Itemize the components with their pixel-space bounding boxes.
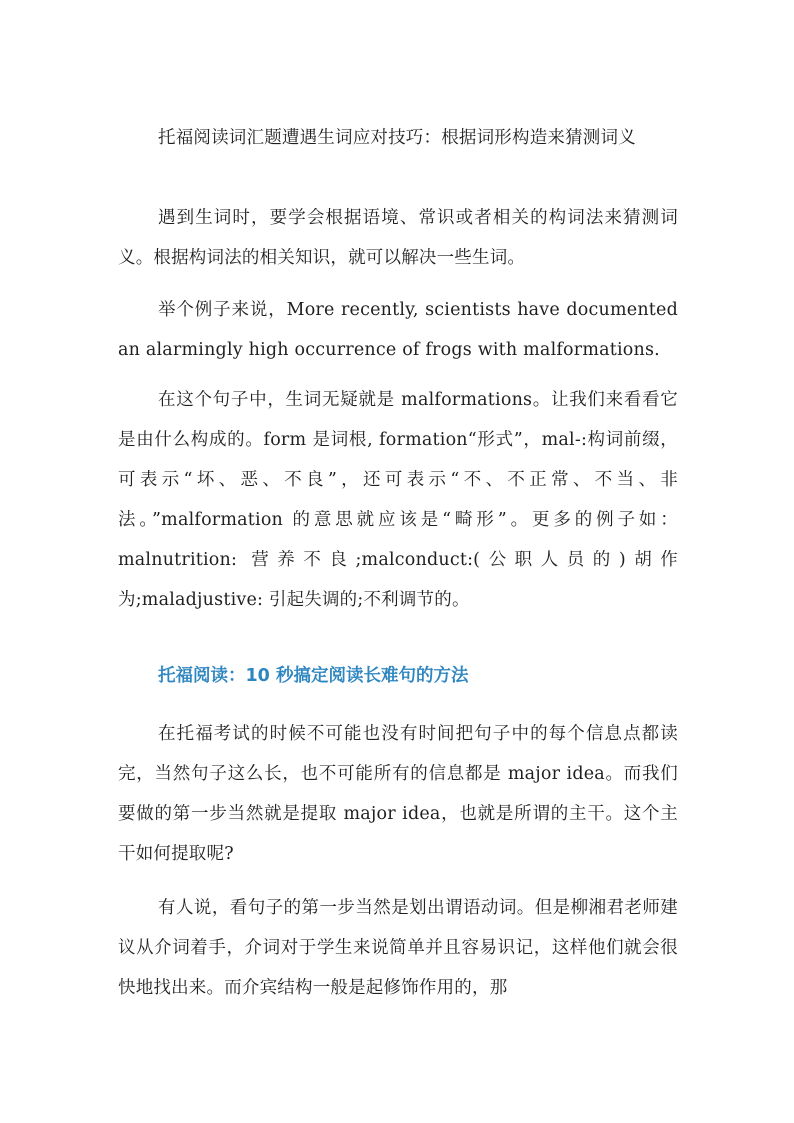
section-heading: 托福阅读：10 秒搞定阅读长难句的方法: [158, 666, 469, 686]
paragraph-preposition-advice: 有人说，看句子的第一步当然是划出谓语动词。但是柳湘君老师建议从介词着手，介词对于学生来说简单并且容易识记，这样他们就会很快地找出来。而介宾结构一般是起修饰作用的，那: [118, 898, 678, 998]
paragraph-major-idea: 在托福考试的时候不可能也没有时间把句子中的每个信息点都读完，当然句子这么长，也不可能所有的信息都是 major idea。而我们要做的第一步当然就是提取 major idea，也就是所谓的主干。这个主干如何提取呢?: [118, 724, 678, 864]
paragraph-intro: 遇到生词时，要学会根据语境、常识或者相关的构词法来猜测词义。根据构词法的相关知识，就可以解决一些生词。: [118, 208, 678, 268]
paragraph-malformation-explanation: 在这个句子中，生词无疑就是 malformations。让我们来看看它是由什么构成的。form 是词根, formation“形式”，mal-:构词前缀，可表示“坏、恶、不良”，还可表示“不、不正常、不当、非法。”malformation 的意思就应该是“畸形”。更多的例子如：malnutrition: 营养不良;malconduct:(公职人员的)胡作为;maladjustive: 引起失调的;不利调节的。: [118, 390, 678, 610]
paragraph-example-sentence: 举个例子来说，More recently, scientists have documented an alarmingly high occurrence of frogs with malformations.: [118, 300, 678, 360]
title-paragraph: 托福阅读词汇题遭遇生词应对技巧：根据词形构造来猜测词义: [158, 128, 636, 148]
